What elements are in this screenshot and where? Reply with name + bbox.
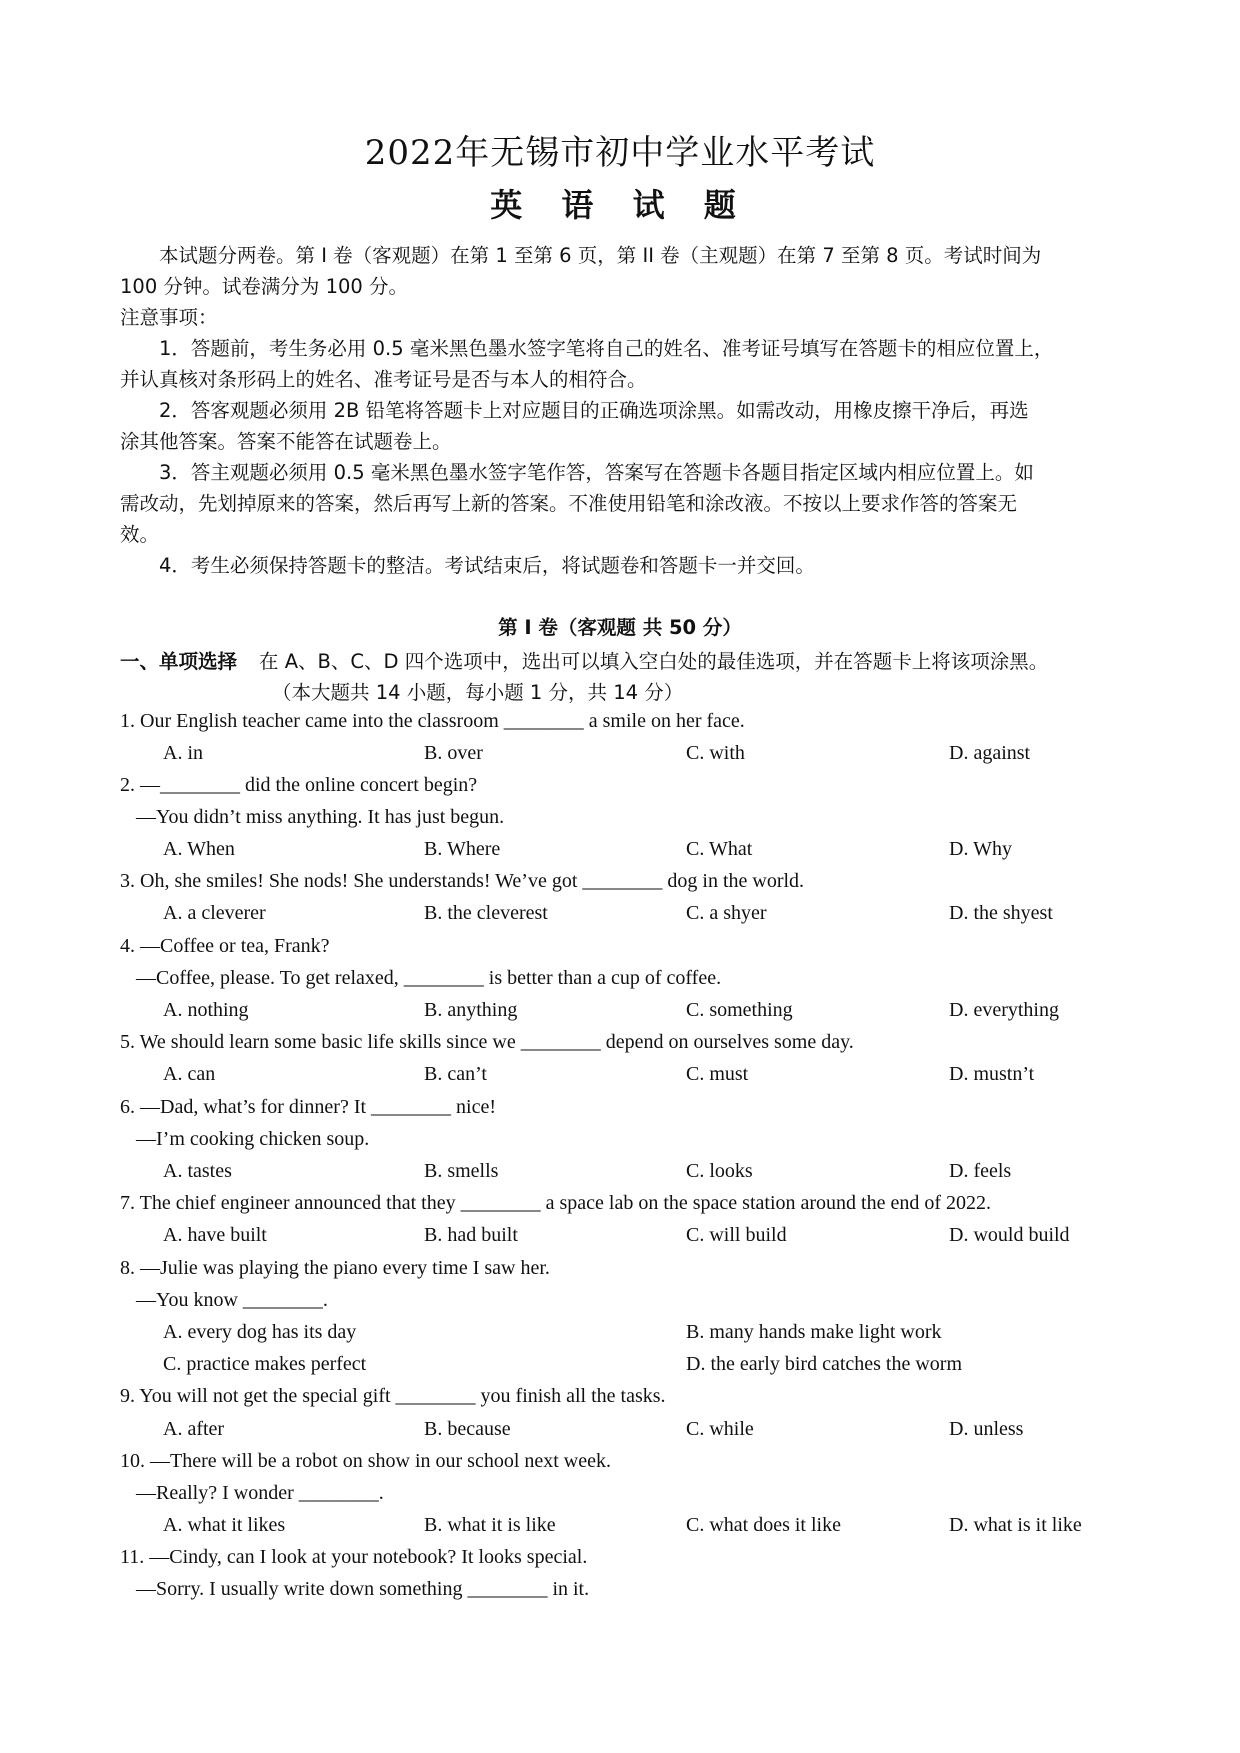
- question-7-stem: 7. The chief engineer announced that they ________ a space lab on the space station around the end of 2022.: [120, 1192, 992, 1214]
- option-c: C. with: [686, 742, 745, 764]
- question-10-reply: —Really? I wonder ________.: [136, 1482, 384, 1504]
- option-c: C. a shyer: [686, 902, 767, 924]
- question-2-stem: 2. —________ did the online concert begin?: [120, 774, 478, 796]
- option-c: C. will build: [686, 1224, 787, 1246]
- option-d: D. feels: [949, 1160, 1012, 1182]
- notice-item2-line1: 2．答客观题必须用 2B 铅笔将答题卡上对应题目的正确选项涂黑。如需改动，用橡皮擦干净后，再选: [159, 399, 1029, 422]
- option-d: D. unless: [949, 1418, 1024, 1440]
- option-b: B. what it is like: [424, 1514, 556, 1536]
- question-6-reply: —I’m cooking chicken soup.: [136, 1128, 370, 1150]
- question-8-stem: 8. —Julie was playing the piano every time I saw her.: [120, 1257, 550, 1279]
- option-a: A. every dog has its day: [163, 1321, 357, 1343]
- option-d: D. the shyest: [949, 902, 1053, 924]
- question-5-stem: 5. We should learn some basic life skills since we ________ depend on ourselves some day.: [120, 1031, 854, 1053]
- option-a: A. in: [163, 742, 203, 764]
- option-d: D. what is it like: [949, 1514, 1082, 1536]
- option-c: C. must: [686, 1063, 749, 1085]
- option-a: A. have built: [163, 1224, 267, 1246]
- section-title: 第 I 卷（客观题 共 50 分）: [498, 616, 742, 639]
- option-a: A. tastes: [163, 1160, 232, 1182]
- option-b: B. the cleverest: [424, 902, 548, 924]
- option-a: A. after: [163, 1418, 225, 1440]
- option-c: C. while: [686, 1418, 754, 1440]
- option-c: C. looks: [686, 1160, 753, 1182]
- part-label: 一、单项选择: [120, 650, 238, 673]
- question-4-reply: —Coffee, please. To get relaxed, ________ is better than a cup of coffee.: [136, 967, 722, 989]
- notice-item2-line2: 涂其他答案。答案不能答在试题卷上。: [120, 430, 452, 453]
- option-d: D. the early bird catches the worm: [686, 1353, 963, 1375]
- notice-item1-line1: 1．答题前，考生务必用 0.5 毫米黑色墨水签字笔将自己的姓名、准考证号填写在答题卡的相应位置上，: [159, 337, 1054, 360]
- notice-block: [120, 240, 1120, 581]
- notice-item4: 4．考生必须保持答题卡的整洁。考试结束后，将试题卷和答题卡一并交回。: [159, 554, 815, 577]
- question-8-reply: —You know ________.: [136, 1289, 328, 1311]
- notice-item3-line3: 效。: [120, 523, 160, 546]
- exam-subtitle: 英 语 试 题: [490, 186, 750, 224]
- question-6-stem: 6. —Dad, what’s for dinner? It ________ nice!: [120, 1096, 497, 1118]
- notice-item1-line2: 并认真核对条形码上的姓名、准考证号是否与本人的相符合。: [120, 368, 647, 391]
- question-11-stem: 11. —Cindy, can I look at your notebook? It looks special.: [120, 1546, 588, 1568]
- option-a: A. can: [163, 1063, 216, 1085]
- option-b: B. anything: [424, 999, 518, 1021]
- option-b: B. had built: [424, 1224, 518, 1246]
- part-heading: [120, 646, 1130, 677]
- option-b: B. many hands make light work: [686, 1321, 942, 1343]
- option-d: D. everything: [949, 999, 1059, 1021]
- notice-intro-line2: 100 分钟。试卷满分为 100 分。: [120, 275, 409, 298]
- question-3-stem: 3. Oh, she smiles! She nods! She understands! We’ve got ________ dog in the world.: [120, 870, 805, 892]
- option-b: B. because: [424, 1418, 511, 1440]
- option-d: D. would build: [949, 1224, 1070, 1246]
- option-a: A. a cleverer: [163, 902, 266, 924]
- option-d: D. mustn’t: [949, 1063, 1035, 1085]
- option-b: B. Where: [424, 838, 501, 860]
- option-a: A. When: [163, 838, 235, 860]
- option-b: B. over: [424, 742, 483, 764]
- exam-title: 2022年无锡市初中学业水平考试: [364, 133, 876, 173]
- notice-item3-line1: 3．答主观题必须用 0.5 毫米黑色墨水签字笔作答，答案写在答题卡各题目指定区域内相应位置上。如: [159, 461, 1034, 484]
- option-c: C. What: [686, 838, 753, 860]
- question-10-stem: 10. —There will be a robot on show in our school next week.: [120, 1450, 612, 1472]
- option-b: B. can’t: [424, 1063, 487, 1085]
- question-11-reply: —Sorry. I usually write down something ________ in it.: [136, 1578, 590, 1600]
- part-instruction: 在 A、B、C、D 四个选项中，选出可以填入空白处的最佳选项，并在答题卡上将该项涂黑。: [259, 650, 1049, 673]
- notice-heading: 注意事项：: [120, 306, 218, 329]
- notice-item3-line2: 需改动，先划掉原来的答案，然后再写上新的答案。不准使用铅笔和涂改液。不按以上要求作答的答案无: [120, 492, 1018, 515]
- option-a: A. what it likes: [163, 1514, 286, 1536]
- question-4-stem: 4. —Coffee or tea, Frank?: [120, 935, 330, 957]
- option-c: C. something: [686, 999, 793, 1021]
- option-b: B. smells: [424, 1160, 499, 1182]
- question-9-stem: 9. You will not get the special gift ________ you finish all the tasks.: [120, 1385, 666, 1407]
- notice-intro-line1: 本试题分两卷。第 I 卷（客观题）在第 1 至第 6 页，第 II 卷（主观题）在第 7 至第 8 页。考试时间为: [159, 244, 1042, 267]
- option-a: A. nothing: [163, 999, 249, 1021]
- option-c: C. what does it like: [686, 1514, 841, 1536]
- question-1-stem: 1. Our English teacher came into the classroom ________ a smile on her face.: [120, 710, 745, 732]
- option-d: D. against: [949, 742, 1031, 764]
- part-note: （本大题共 14 小题，每小题 1 分，共 14 分）: [272, 681, 684, 704]
- option-d: D. Why: [949, 838, 1012, 860]
- option-c: C. practice makes perfect: [163, 1353, 367, 1375]
- question-2-reply: —You didn’t miss anything. It has just begun.: [136, 806, 505, 828]
